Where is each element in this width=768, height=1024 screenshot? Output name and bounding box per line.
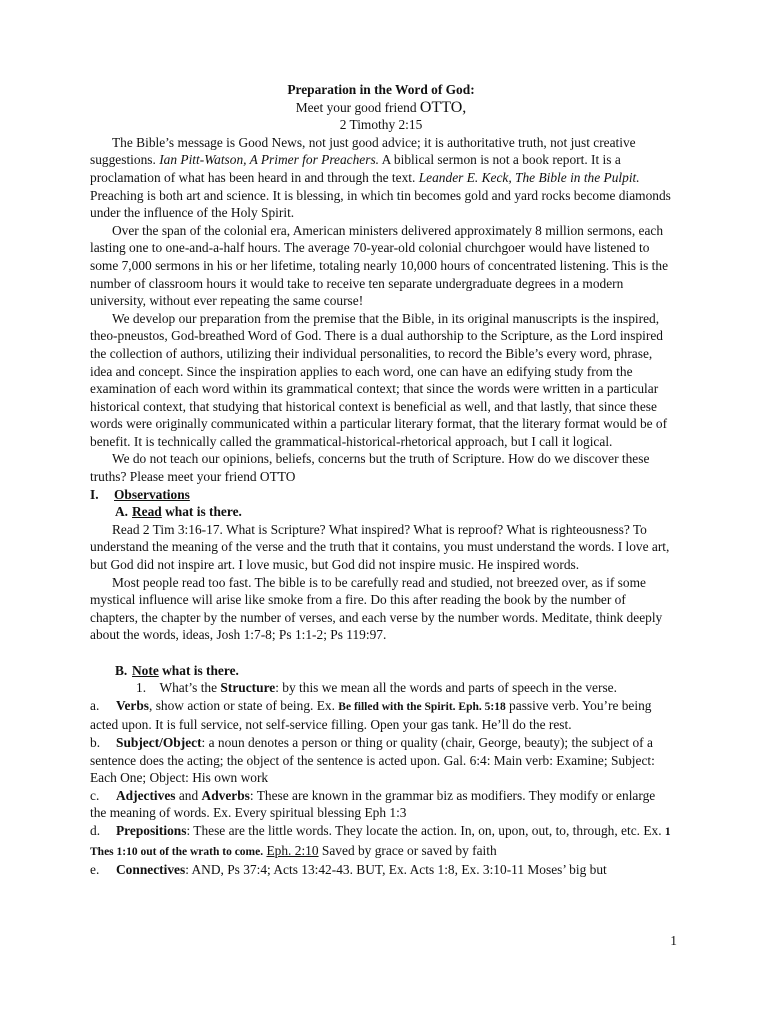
item-keyword: Adverbs <box>201 787 250 803</box>
item-keyword: Structure <box>220 680 276 696</box>
document-subtitle <box>90 99 672 117</box>
subheading-note <box>90 662 672 680</box>
paragraph-otto: We do not teach our opinions, beliefs, concerns but the truth of Scripture. How do we discover these truths? Please meet your friend OTTO <box>90 451 650 485</box>
item-keyword: Adjectives <box>116 787 176 803</box>
item-number: 1. <box>136 680 147 696</box>
item-structure <box>90 679 672 697</box>
paragraph-read-2: Most people read too fast. The bible is to be carefully read and studied, not breezed over, as if some mystical influence will arise like smoke from a fire. Do this after reading the book by the number of chapters, the chapter by the number of verses, and each verse by the number words. Meditate, think deeply about the words, ideas, Josh 1:7-8; Ps 1:1-2; Ps 119:97. <box>90 574 663 643</box>
scripture-reference: 2 Timothy 2:15 <box>339 117 423 133</box>
item-keyword: Connectives <box>116 862 186 878</box>
item-text: : a noun denotes a person or thing or quality (chair, George, beauty); the subject of a sentence does the acting; the object of the sentence is acted upon. Gal. 6:4: Main verb: Examine; Subject: Each One; Object: His own work <box>90 734 655 786</box>
page-number: 1 <box>670 933 677 948</box>
item-example: Be filled with the Spirit. Eph. 5:18 <box>338 700 506 713</box>
item-keyword: Verbs <box>116 697 149 713</box>
item-text: : These are known in the grammar biz as modifiers. They modify or enlarge the meaning of words. Ex. Every spiritual blessing Eph 1:3 <box>90 787 656 821</box>
item-text: passive verb. You’re being acted upon. It is full service, not self-service filling. Open your gas tank. He’ll do the rest. <box>90 697 652 733</box>
item-text: : These are the little words. They locate the action. In, on, upon, out, to, through, etc. Ex. <box>186 822 665 838</box>
section-title: Observations <box>114 486 190 502</box>
item-modifiers <box>90 787 672 822</box>
item-connectives <box>90 861 672 879</box>
subheading-letter: A. <box>115 504 129 520</box>
subtitle-otto: OTTO, <box>419 98 467 116</box>
item-text: , show action or state of being. Ex. <box>149 697 339 713</box>
item-prepositions <box>90 822 672 861</box>
citation-pitt-watson: Ian Pitt-Watson, A Primer for Preachers. <box>159 152 380 168</box>
item-text: What’s the <box>159 680 221 696</box>
subheading-letter: B. <box>115 662 128 678</box>
citation-keck: Leander E. Keck, The Bible in the Pulpit. <box>418 169 640 185</box>
intro-text-2: A biblical sermon is not a book report. It is a proclamation of what has been heard in and through the text. <box>90 152 621 185</box>
item-reference: Eph. 2:10 <box>266 842 319 858</box>
document-body <box>90 81 672 879</box>
item-label: d. <box>90 822 101 838</box>
subheading-keyword: Read <box>132 504 162 520</box>
item-text: : by this we mean all the words and parts of speech in the verse. <box>275 680 617 696</box>
intro-text-1: The Bible’s message is Good News, not just good advice; it is authoritative truth, not just creative suggestions. <box>90 134 636 168</box>
paragraph-premise: We develop our preparation from the premise that the Bible, in its original manuscripts is the inspired, theo-pneustos, God-breathed Word of God. There is a dual authorship to the Scripture, as the Lord inspired the collection of authors, utilizing their individual personalities, to record the Bible’s every word, phrase, idea and concept. Since the inspiration applies to each word, one can have an edifying study from the examination of each word within its grammatical context; that since the words were written in a particular historical context, that studying that historical context is beneficial as well, and that lastly, that since these words were originally communicated within a particular literary format, that the literary format would be of benefit. It is technically called the grammatical-historical-rhetorical approach, but I call it logical. <box>90 310 668 449</box>
paragraph-colonial: Over the span of the colonial era, American ministers delivered approximately 8 million sermons, each lasting one to one-and-a-half hours. The average 70-year-old colonial churchgoer would have listened to some 7,000 sermons in his or her lifetime, totaling nearly 10,000 hours of concentrated listening. This is the number of classroom hours it would take to receive ten separate undergraduate degrees in a modern university, without ever repeating the same course! <box>90 222 669 309</box>
document-title: Preparation in the Word of God: <box>287 82 475 97</box>
item-keyword: Prepositions <box>116 822 187 838</box>
subtitle-text: Meet your good friend <box>295 99 420 115</box>
subheading-rest: what is there. <box>161 504 242 520</box>
paragraph-intro <box>90 134 672 222</box>
item-text: and <box>175 787 202 803</box>
spacer <box>90 644 672 662</box>
item-label: c. <box>90 787 100 803</box>
item-subject-object <box>90 734 672 787</box>
section-number: I. <box>90 486 99 502</box>
item-label: b. <box>90 734 101 750</box>
subheading-rest: what is there. <box>158 662 239 678</box>
item-verbs <box>90 697 672 734</box>
item-keyword: Subject/Object <box>116 734 202 750</box>
item-text: : AND, Ps 37:4; Acts 13:42-43. BUT, Ex. Acts 1:8, Ex. 3:10-11 Moses’ big but <box>185 862 607 878</box>
item-example: 1 Thes 1:10 out of the wrath to come. <box>90 825 671 858</box>
section-heading-observations <box>90 486 672 504</box>
item-label: a. <box>90 697 100 713</box>
item-label: e. <box>90 862 100 878</box>
subheading-read <box>90 503 672 521</box>
subheading-keyword: Note <box>132 662 159 678</box>
intro-text-3: Preaching is both art and science. It is blessing, in which tin becomes gold and yard rocks become diamonds under the influence of the Holy Spirit. <box>90 187 671 221</box>
paragraph-read-1: Read 2 Tim 3:16-17. What is Scripture? What inspired? What is reproof? What is righteousness? To understand the meaning of the verse and the truth that it contains, you must understand the words. I love art, but God did not inspire art. I love music, but God did not inspire music. He inspired words. <box>90 521 670 573</box>
item-text: Saved by grace or saved by faith <box>318 842 497 858</box>
